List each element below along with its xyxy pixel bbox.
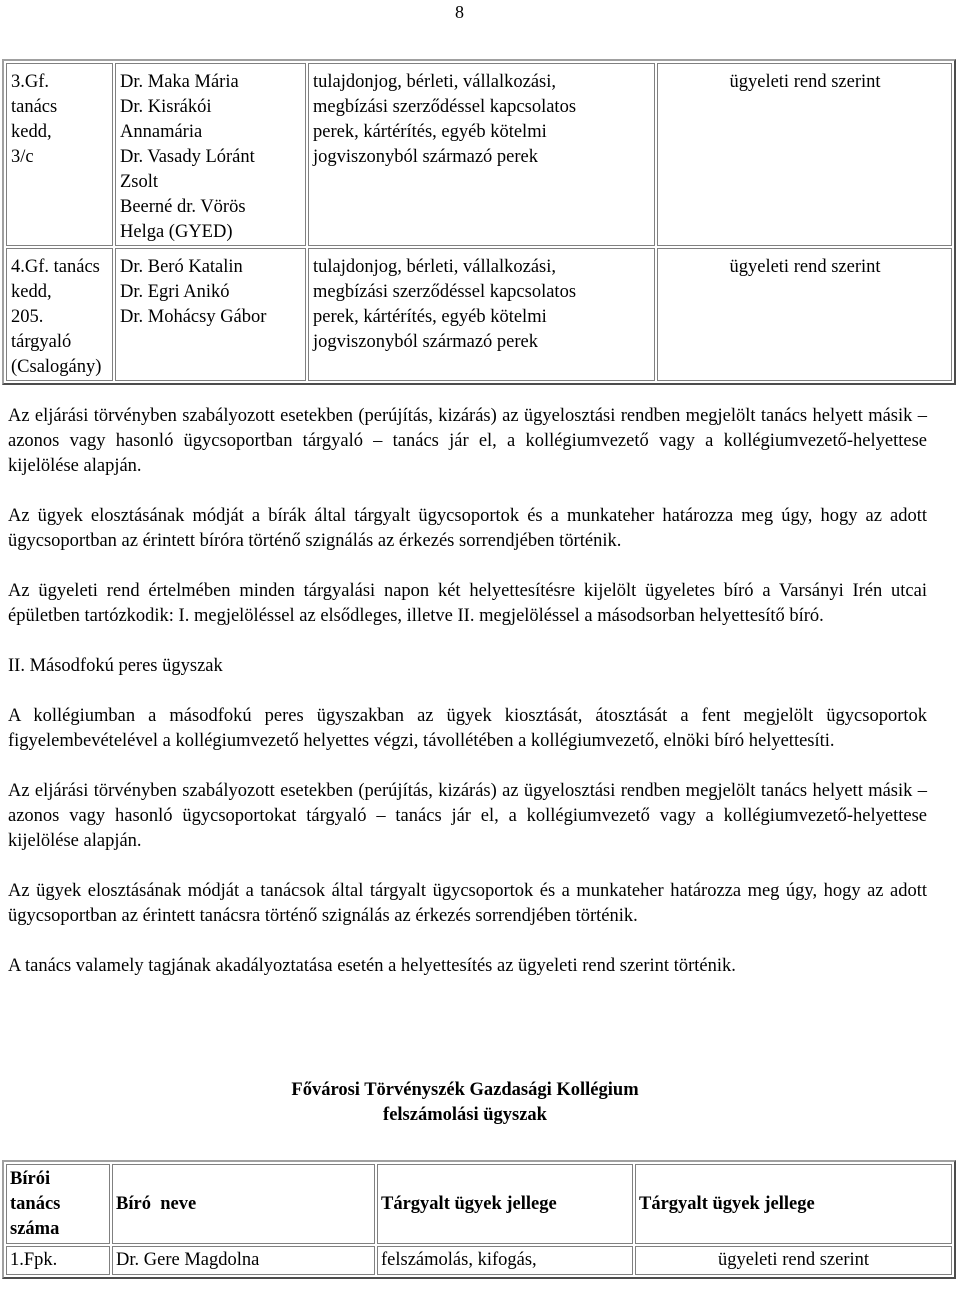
paragraph: Az ügyek elosztásának módját a tanácsok által tárgyalt ügycsoportok és a munkateher határozza meg úgy, hogy az adott ügycsoportban az érintett tanácsra történő szignálás az érkezés sorrendjében történik. (8, 881, 927, 926)
judge-line: Dr. Kisrákói (120, 97, 212, 117)
duty-cell: ügyeleti rend szerint (657, 63, 952, 246)
judge-line: Dr. Beró Katalin (120, 257, 243, 277)
header-judge-name: Bíró neve (112, 1164, 375, 1244)
case-type-line: tulajdonjog, bérleti, vállalkozási, (313, 257, 557, 277)
header-line: száma (10, 1218, 60, 1239)
judge-line: Helga (GYED) (120, 222, 233, 242)
council-cell (6, 63, 113, 246)
paragraph: A tanács valamely tagjának akadályoztatása esetén a helyettesítés az ügyeleti rend szerint történik. (8, 956, 736, 976)
case-types-cell (308, 63, 655, 246)
case-type-cell: felszámolás, kifogás, (377, 1246, 633, 1275)
judge-line: Dr. Egri Anikó (120, 282, 230, 302)
paragraph: Az eljárási törvényben szabályozott esetekben (perújítás, kizárás) az ügyelosztási rendben megjelölt tanács helyett másik – azonos vagy hasonló ügycsoportokat tárgyaló – tanács jár el, a kollégiumvezető vagy a kollégiumvezető-helyettese kijelölése alapján. (8, 781, 927, 851)
case-type-line: perek, kártérítés, egyéb kötelmi (313, 122, 547, 142)
college-title: Fővárosi Törvényszék Gazdasági Kollégium (291, 1080, 639, 1100)
council-line: 4.Gf. tanács (11, 257, 100, 277)
table-header-row (6, 1164, 952, 1244)
page-number: 8 (455, 2, 464, 22)
case-type-line: tulajdonjog, bérleti, vállalkozási, (313, 72, 557, 92)
judges-cell (115, 63, 306, 246)
case-type-line: perek, kártérítés, egyéb kötelmi (313, 307, 547, 327)
header-case-type-2: Tárgyalt ügyek jellege (635, 1164, 952, 1244)
council-line: tanács (11, 97, 58, 117)
judge-line: Zsolt (120, 172, 159, 192)
judge-line: Dr. Mohácsy Gábor (120, 307, 267, 327)
judge-line: Beerné dr. Vörös (120, 197, 246, 217)
paragraph: A kollégiumban a másodfokú peres ügyszakban az ügyek kiosztását, átosztását a fent megjelölt ügycsoportok figyelembevételével a kollégiumvezető helyettes végzi, távollétében a kollégiumvezető, elnöki bíró helyettesíti. (8, 706, 927, 751)
council-line: 3.Gf. (11, 72, 50, 92)
duty-cell: ügyeleti rend szerint (635, 1246, 952, 1275)
council-line: 3/c (11, 147, 34, 167)
college-subtitle: felszámolási ügyszak (383, 1105, 547, 1125)
council-line: 205. (11, 307, 44, 327)
table-row (6, 1246, 952, 1275)
council-cell (6, 248, 113, 381)
judges-cell (115, 248, 306, 381)
judge-cell: Dr. Gere Magdolna (112, 1246, 375, 1275)
header-line: Bírói (10, 1168, 51, 1189)
header-council-number (6, 1164, 110, 1244)
council-line: tárgyaló (11, 332, 72, 352)
table-row (6, 248, 952, 381)
insolvency-table (2, 1160, 956, 1279)
case-type-line: megbízási szerződéssel kapcsolatos (313, 282, 577, 302)
case-types-cell (308, 248, 655, 381)
judge-line: Dr. Maka Mária (120, 72, 239, 92)
paragraph: Az eljárási törvényben szabályozott esetekben (perújítás, kizárás) az ügyelosztási rendben megjelölt tanács helyett másik – azonos vagy hasonló ügycsoportban tárgyaló – tanács jár el, a kollégiumvezető vagy a kollégiumvezető-helyettese kijelölése alapján. (8, 406, 927, 476)
council-cell: 1.Fpk. (6, 1246, 110, 1275)
case-type-line: megbízási szerződéssel kapcsolatos (313, 97, 577, 117)
council-line: kedd, (11, 122, 52, 142)
header-case-type: Tárgyalt ügyek jellege (377, 1164, 633, 1244)
body-text (8, 404, 927, 1004)
header-line: tanács (10, 1193, 61, 1214)
case-type-line: jogviszonyból származó perek (313, 332, 539, 352)
council-line: kedd, (11, 282, 52, 302)
duty-cell: ügyeleti rend szerint (657, 248, 952, 381)
table-row (6, 63, 952, 246)
section-heading: II. Másodfokú peres ügyszak (8, 656, 223, 676)
paragraph: Az ügyeleti rend értelmében minden tárgyalási napon két helyettesítésre kijelölt ügyeletes bíró a Varsányi Irén utcai épületben tartózkodik: I. megjelöléssel az elsődleges, illetve II. megjelöléssel a másodsorban helyettesítő bíró. (8, 581, 927, 626)
judge-line: Annamária (120, 122, 203, 142)
case-type-line: jogviszonyból származó perek (313, 147, 539, 167)
paragraph: Az ügyek elosztásának módját a bírák által tárgyalt ügycsoportok és a munkateher határozza meg úgy, hogy az adott ügycsoportban az érintett bíróra történő szignálás az érkezés sorrendjében történik. (8, 506, 927, 551)
council-schedule-table (2, 59, 956, 385)
council-line: (Csalogány) (11, 357, 102, 377)
judge-line: Dr. Vasady Lóránt (120, 147, 255, 167)
